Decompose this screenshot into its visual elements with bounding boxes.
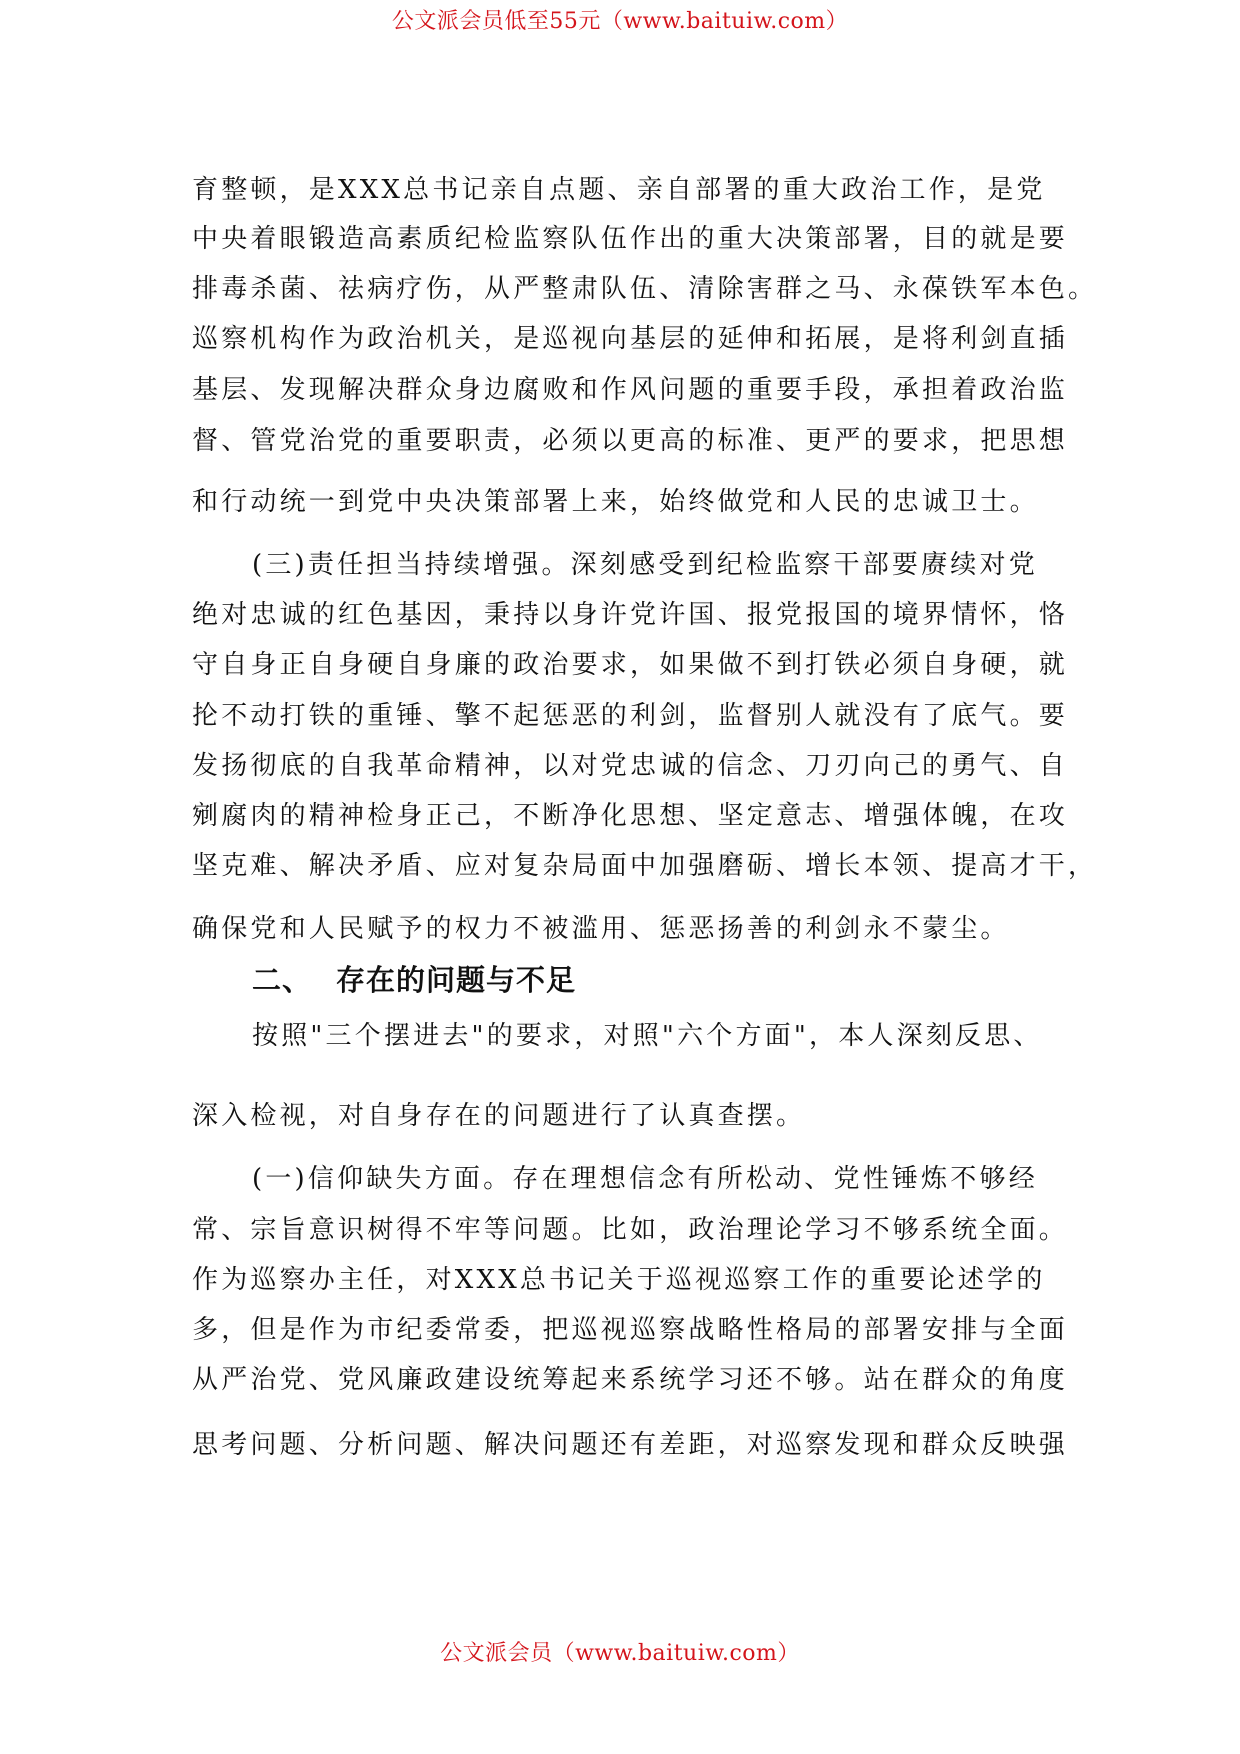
text-line: 中央着眼锻造高素质纪检监察队伍作出的重大决策部署，目的就是要	[192, 224, 1069, 254]
text-line: 从严治党、党风廉政建设统筹起来系统学习还不够。站在群众的角度	[192, 1365, 1069, 1395]
text-line: 思考问题、分析问题、解决问题还有差距，对巡察发现和群众反映强	[192, 1430, 1069, 1460]
header-watermark: 公文派会员低至55元（www.baituiw.com）	[391, 9, 849, 34]
text-line: 深入检视，对自身存在的问题进行了认真查摆。	[192, 1101, 806, 1131]
text-line: 育整顿，是XXX总书记亲自点题、亲自部署的重大政治工作，是党	[192, 175, 1046, 205]
section-heading	[252, 958, 576, 999]
section-title: 存在的问题与不足	[336, 963, 577, 997]
text-line: 剜腐肉的精神检身正己，不断净化思想、坚定意志、增强体魄，在攻	[192, 801, 1069, 831]
text-line: 基层、发现解决群众身边腐败和作风问题的重要手段，承担着政治监	[192, 375, 1069, 405]
paragraph-first-line: (三)责任担当持续增强。深刻感受到纪检监察干部要赓续对党	[252, 550, 1038, 580]
text-line: 抡不动打铁的重锤、擎不起惩恶的利剑，监督别人就没有了底气。要	[192, 701, 1069, 731]
footer-watermark: 公文派会员（www.baituiw.com）	[440, 1641, 800, 1666]
text-line: 确保党和人民赋予的权力不被滥用、惩恶扬善的利剑永不蒙尘。	[192, 914, 1010, 944]
section-number: 二、	[252, 963, 313, 997]
text-line: 守自身正自身硬自身廉的政治要求，如果做不到打铁必须自身硬，就	[192, 650, 1069, 680]
paragraph-first-line: (一)信仰缺失方面。存在理想信念有所松动、党性锤炼不够经	[252, 1164, 1038, 1194]
text-line: 多，但是作为市纪委常委，把巡视巡察战略性格局的部署安排与全面	[192, 1315, 1069, 1345]
paragraph-first-line: 按照"三个摆进去"的要求，对照"六个方面"，本人深刻反思、	[252, 1021, 1043, 1051]
text-line: 和行动统一到党中央决策部署上来，始终做党和人民的忠诚卫士。	[192, 487, 1039, 517]
text-line: 巡察机构作为政治机关，是巡视向基层的延伸和拓展，是将利剑直插	[192, 324, 1069, 354]
text-line: 常、宗旨意识树得不牢等问题。比如，政治理论学习不够系统全面。	[192, 1215, 1069, 1245]
text-line: 坚克难、解决矛盾、应对复杂局面中加强磨砺、增长本领、提高才干，	[192, 851, 1098, 881]
text-line: 排毒杀菌、祛病疗伤，从严整肃队伍、清除害群之马、永葆铁军本色。	[192, 274, 1098, 304]
text-line: 作为巡察办主任，对XXX总书记关于巡视巡察工作的重要论述学的	[192, 1265, 1046, 1295]
text-line: 发扬彻底的自我革命精神，以对党忠诚的信念、刀刃向己的勇气、自	[192, 751, 1069, 781]
text-line: 绝对忠诚的红色基因，秉持以身许党许国、报党报国的境界情怀，恪	[192, 600, 1069, 630]
text-line: 督、管党治党的重要职责，必须以更高的标准、更严的要求，把思想	[192, 426, 1069, 456]
